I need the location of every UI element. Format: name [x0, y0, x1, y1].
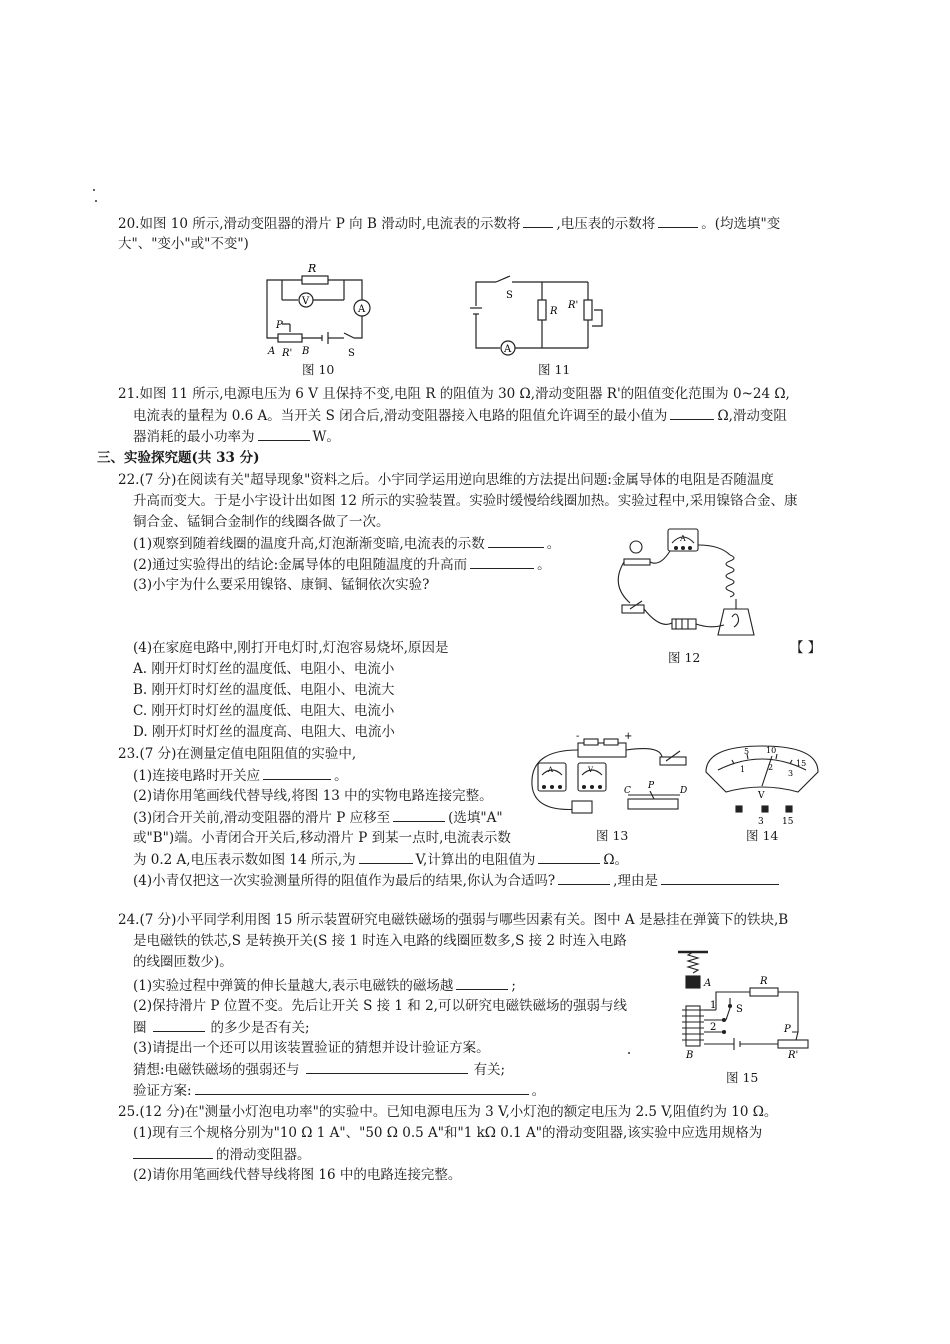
fig14-terminal-15: 15	[782, 817, 794, 827]
fig11-label-a: A	[504, 344, 512, 355]
q25-line1: 25.(12 分)在"测量小灯泡电功率"的实验中。已知电源电压为 3 V,小灯泡的额定电压为 2.5 V,阻值约为 10 Ω。	[118, 1104, 778, 1120]
fig11-label-s: S	[506, 290, 513, 301]
fig13-label-plus: +	[624, 731, 633, 742]
q22-part2: (2)通过实验得出的结论:金属导体的电阻随温度的升高而 。	[133, 557, 551, 573]
figure-12-apparatus	[600, 525, 770, 645]
q24-part2b: 圈 的多少是否有关;	[133, 1020, 310, 1036]
fig13-ammeter-letter: A	[548, 766, 554, 774]
q21-line3: 器消耗的最小功率为 W。	[133, 429, 340, 445]
q23-part3a: (3)闭合开关前,滑动变阻器的滑片 P 应移至 (选填"A"	[133, 810, 503, 826]
figure-13-physical-circuit	[520, 731, 700, 827]
fig10-label-r: R	[308, 262, 317, 275]
fig15-label-2: 2	[710, 1022, 717, 1033]
fig13-label-d: D	[680, 786, 688, 796]
q22-part4: (4)在家庭电路中,刚打开电灯时,灯泡容易烧坏,原因是	[133, 640, 449, 656]
figure-15-electromagnet-circuit	[668, 950, 828, 1060]
speck	[95, 200, 97, 202]
q20-line2: 大"、"变小"或"不变")	[118, 236, 249, 252]
fig13-label-minus: -	[576, 731, 580, 742]
fig10-label-rp: R'	[282, 348, 293, 359]
fig13-voltmeter-letter: V	[588, 766, 594, 774]
fig10-label-s: S	[348, 348, 355, 359]
q22-answer-bracket: 【 】	[790, 640, 822, 656]
q22-option-c: C. 刚开灯时灯丝的温度低、电阻大、电流小	[133, 703, 395, 719]
figure-10-circuit	[262, 262, 382, 362]
section-3-heading: 三、实验探究题(共 33 分)	[97, 450, 260, 466]
fig15-label-1: 1	[710, 1000, 717, 1011]
fig10-label-a: A	[358, 304, 366, 315]
fig10-label-end-b: B	[302, 346, 310, 357]
q23-part3c: 或"B")端。小青闭合开关后,移动滑片 P 到某一点时,电流表示数	[133, 830, 511, 846]
fig10-label-v: V	[302, 296, 310, 307]
q24-line1: 24.(7 分)小平同学利用图 15 所示装置研究电磁铁磁场的强弱与哪些因素有关。图中 A 是悬挂在弹簧下的铁块,B	[118, 912, 789, 928]
fig13-label-p: P	[648, 781, 655, 791]
q25-part1: (1)现有三个规格分别为"10 Ω 1 A"、"50 Ω 0.5 A"和"1 kΩ 0.1 A"的滑动变阻器,该实验中应选用规格为	[133, 1125, 763, 1141]
fig14-tick-2: 2	[768, 763, 774, 772]
fig15-caption: 图 15	[726, 1070, 759, 1085]
fig14-tick-15: 15	[796, 759, 807, 768]
fig14-terminal-3: 3	[758, 817, 764, 827]
q23-part4: (4)小青仅把这一次实验测量所得的阻值作为最后的结果,你认为合适吗? ,理由是	[133, 872, 782, 890]
q24-verify: 验证方案: 。	[133, 1083, 546, 1099]
q24-line3: 的线圈匝数少)。	[133, 954, 233, 970]
fig15-label-s: S	[736, 1004, 743, 1015]
q23-part1: (1)连接电路时开关应 。	[133, 768, 348, 784]
q25-part2: (2)请你用笔画线代替导线将图 16 中的电路连接完整。	[133, 1167, 462, 1183]
fig14-tick-10: 10	[766, 746, 777, 755]
fig15-label-b: B	[686, 1050, 694, 1061]
fig13-label-c: C	[624, 786, 631, 796]
fig15-label-rp: R'	[788, 1050, 799, 1061]
fig11-label-rp: R'	[568, 300, 579, 311]
fig11-label-r: R	[550, 306, 558, 317]
q22-line2: 升高而变大。于是小宇设计出如图 12 所示的实验装置。实验时缓慢给线圈加热。实验过程中,采用镍铬合金、康	[133, 493, 798, 509]
fig15-label-p: P	[784, 1024, 791, 1035]
fig14-caption: 图 14	[746, 828, 779, 843]
q22-option-d: D. 刚开灯时灯丝的温度高、电阻大、电流小	[133, 724, 395, 740]
figure-11-circuit	[470, 276, 610, 360]
q24-part3: (3)请提出一个还可以用该装置验证的猜想并设计验证方案。	[133, 1040, 490, 1056]
fig14-tick-5: 5	[744, 747, 750, 756]
fig12-caption: 图 12	[668, 650, 701, 665]
q23-line1: 23.(7 分)在测量定值电阻阻值的实验中,	[118, 746, 357, 762]
fig15-label-r: R	[760, 976, 768, 987]
q22-part1: (1)观察到随着线圈的温度升高,灯泡渐渐变暗,电流表的示数 。	[133, 536, 561, 552]
q21-line2: 电流表的量程为 0.6 A。当开关 S 闭合后,滑动变阻器接入电路的阻值允许调至的最小值为 Ω,滑动变阻	[133, 408, 787, 424]
q23-part2: (2)请你用笔画线代替导线,将图 13 中的实物电路连接完整。	[133, 788, 493, 804]
q21-line1: 21.如图 11 所示,电源电压为 6 V 且保持不变,电阻 R 的阻值为 30 Ω,滑动变阻器 R'的阻值变化范围为 0~24 Ω,	[118, 386, 790, 402]
fig14-label-v: V	[758, 791, 765, 801]
fig14-tick-3: 3	[788, 769, 794, 778]
speck	[93, 189, 95, 191]
fig10-label-end-a: A	[268, 346, 276, 357]
fig10-caption: 图 10	[302, 362, 335, 377]
q22-option-a: A. 刚开灯时灯丝的温度低、电阻小、电流小	[133, 661, 395, 677]
q20-line1: 20.如图 10 所示,滑动变阻器的滑片 P 向 B 滑动时,电流表的示数将 ,电压表的示数将 。(均选填"变	[118, 216, 781, 232]
fig12-ammeter-letter: A	[680, 534, 686, 543]
q23-part3d: 为 0.2 A,电压表示数如图 14 所示,为 V,计算出的电阻值为 Ω。	[133, 852, 629, 868]
figure-14-voltmeter	[702, 742, 822, 826]
fig13-caption: 图 13	[596, 828, 629, 843]
speck	[628, 1052, 630, 1054]
q24-part2: (2)保持滑片 P 位置不变。先后让开关 S 接 1 和 2,可以研究电磁铁磁场的强弱与线	[133, 998, 627, 1014]
q22-line1: 22.(7 分)在阅读有关"超导现象"资料之后。小宇同学运用逆向思维的方法提出问题:金属导体的电阻是否随温度	[118, 472, 774, 488]
q24-line2: 是电磁铁的铁芯,S 是转换开关(S 接 1 时连入电路的线圈匝数多,S 接 2 时连入电路	[133, 933, 627, 949]
q24-guess: 猜想:电磁铁磁场的强弱还与 有关;	[133, 1062, 506, 1078]
q22-line3: 铜合金、锰铜合金制作的线圈各做了一次。	[133, 514, 390, 530]
fig10-label-p: P	[276, 320, 283, 331]
fig14-tick-1: 1	[740, 765, 746, 774]
fig15-label-a: A	[704, 978, 712, 989]
q22-part3: (3)小宇为什么要采用镍铬、康铜、锰铜依次实验?	[133, 577, 430, 593]
q25-part1b: 的滑动变阻器。	[133, 1146, 311, 1164]
q24-part1: (1)实验过程中弹簧的伸长量越大,表示电磁铁的磁场越 ;	[133, 978, 516, 994]
q22-option-b: B. 刚开灯时灯丝的温度低、电阻小、电流大	[133, 682, 395, 698]
fig11-caption: 图 11	[538, 362, 571, 377]
